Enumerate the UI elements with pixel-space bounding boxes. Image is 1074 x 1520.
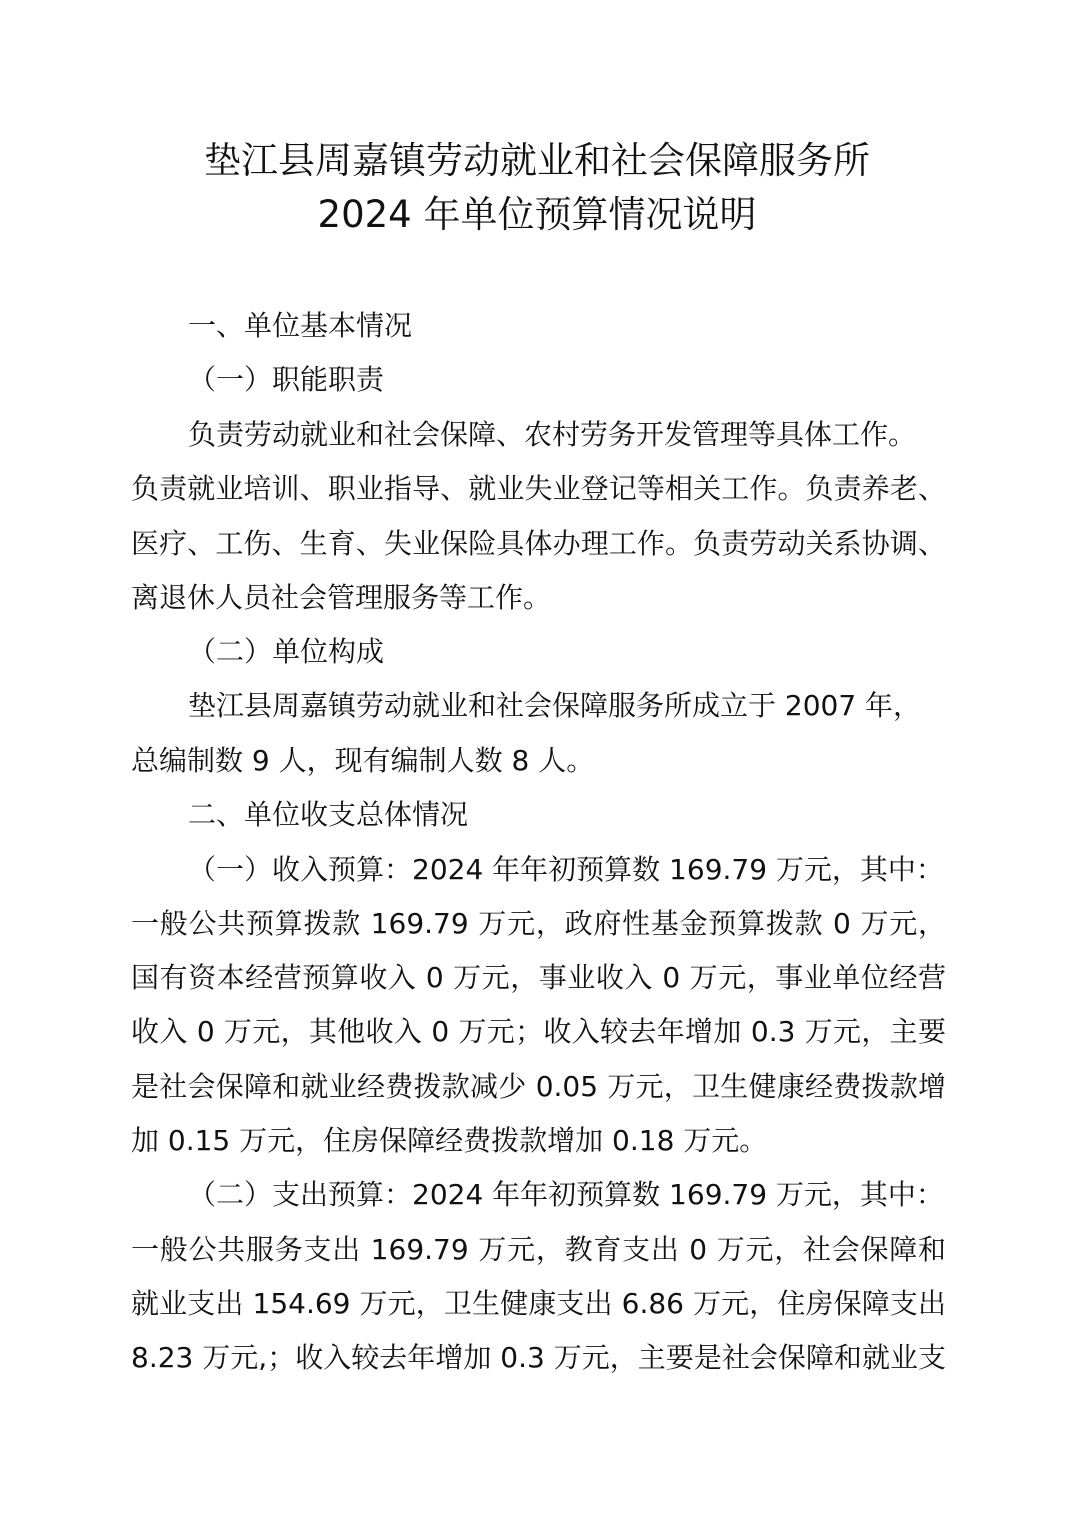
paragraph-line: 负责就业培训、职业指导、就业失业登记等相关工作。负责养老、 (131, 472, 946, 505)
subsection-heading-composition: （二）单位构成 (188, 635, 385, 668)
paragraph-line: 8.23 万元,；收入较去年增加 0.3 万元，主要是社会保障和就业支 (131, 1341, 946, 1374)
paragraph-line: 医疗、工伤、生育、失业保险具体办理工作。负责劳动关系协调、 (131, 527, 946, 560)
paragraph-line: 就业支出 154.69 万元，卫生健康支出 6.86 万元，住房保障支出 (131, 1287, 946, 1320)
paragraph-line: （二）支出预算：2024 年年初预算数 169.79 万元，其中： (188, 1178, 944, 1211)
paragraph-line: 一般公共服务支出 169.79 万元，教育支出 0 万元，社会保障和 (131, 1233, 946, 1266)
paragraph-line: 离退休人员社会管理服务等工作。 (131, 581, 552, 614)
paragraph-line: 加 0.15 万元，住房保障经费拨款增加 0.18 万元。 (131, 1124, 768, 1157)
section-heading-basic-info: 一、单位基本情况 (188, 309, 413, 342)
paragraph-line: 一般公共预算拨款 169.79 万元，政府性基金预算拨款 0 万元， (131, 907, 946, 940)
paragraph-line: 总编制数 9 人，现有编制人数 8 人。 (131, 744, 595, 777)
paragraph-line: 国有资本经营预算收入 0 万元，事业收入 0 万元，事业单位经营 (131, 961, 946, 994)
paragraph-line: 负责劳动就业和社会保障、农村劳务开发管理等具体工作。 (188, 418, 917, 451)
section-heading-budget-overview: 二、单位收支总体情况 (188, 798, 469, 831)
subsection-heading-duties: （一）职能职责 (188, 363, 385, 396)
paragraph-line: 是社会保障和就业经费拨款减少 0.05 万元，卫生健康经费拨款增 (131, 1070, 946, 1103)
paragraph-line: （一）收入预算：2024 年年初预算数 169.79 万元，其中： (188, 853, 944, 886)
paragraph-line: 垫江县周嘉镇劳动就业和社会保障服务所成立于 2007 年， (188, 689, 922, 722)
paragraph-line: 收入 0 万元，其他收入 0 万元；收入较去年增加 0.3 万元，主要 (131, 1015, 946, 1048)
document-title-line-1: 垫江县周嘉镇劳动就业和社会保障服务所 (204, 139, 870, 182)
document-title-line-2: 2024 年单位预算情况说明 (317, 193, 757, 236)
